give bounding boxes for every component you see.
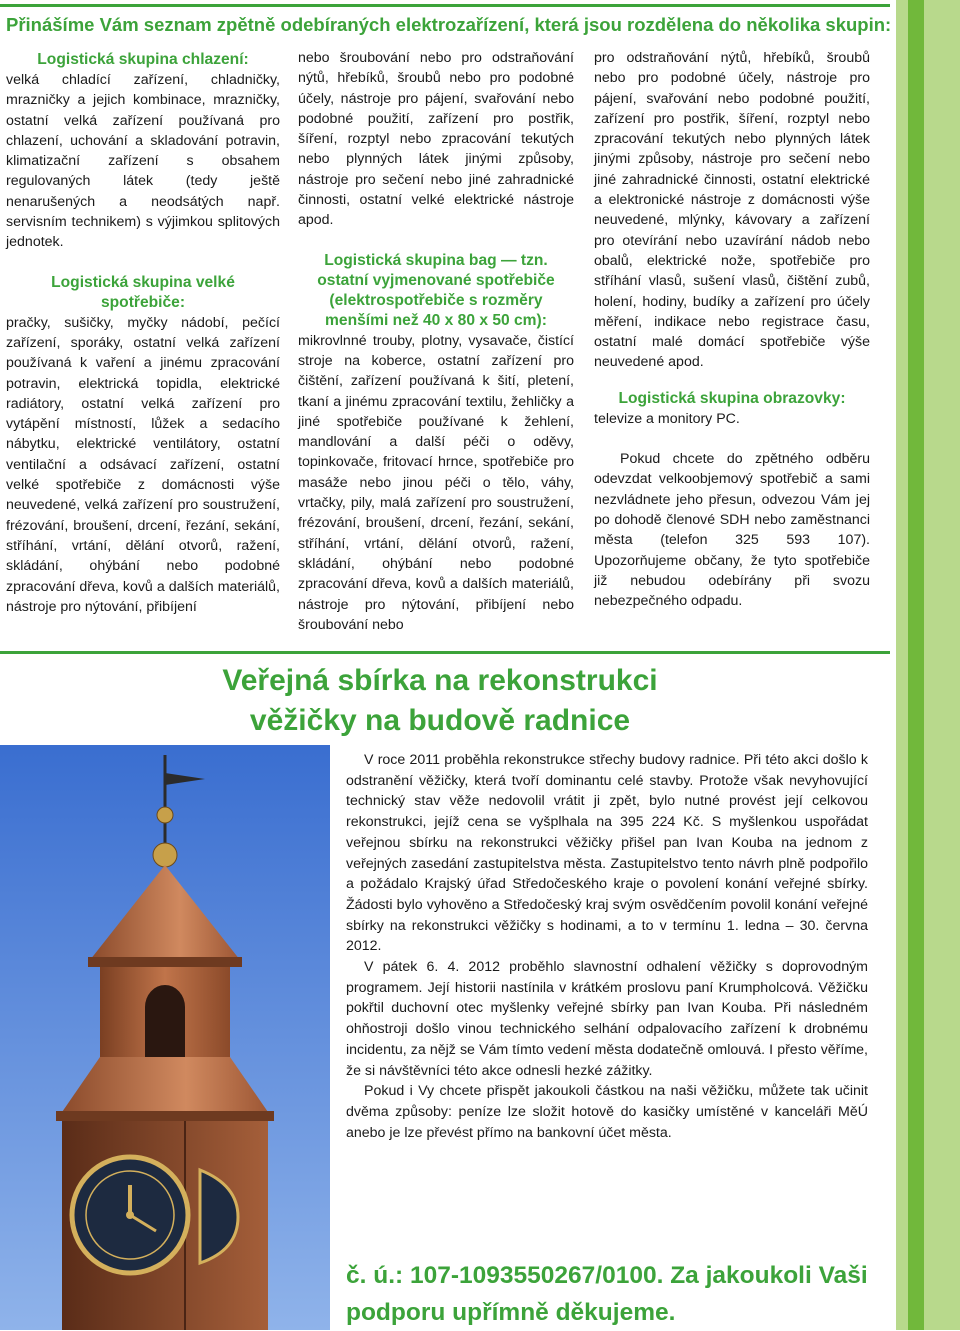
group-screens-text: televize a monitory PC.: [594, 410, 740, 427]
group-large-title-line1: Logistická skupina velké: [51, 273, 235, 291]
group-cooling-text: velká chladící zařízení, chladničky, mrazničky a jejich kombinace, mrazničky, ostatní velká zařízení používaná pro chlazení, uchování a skladování potravin, klimatizační zařízení s obsahem regulovaných látek (tedy ještě nenarušených a neodsátých např. servisním technikem) s výjimkou splitových jednotek.: [6, 72, 280, 251]
group-large-text-part1: pračky, sušičky, myčky nádobí, pečící zařízení, sporáky, ostatní velká zařízení používaná k vaření a jinému zpracování potravin, elektrická topidla, elektrické radiátory, ostatní velká zařízení pro vytápění místností, lůžek a sedacího nábytku, elektrické ventilátory, ostatní ventilační a odsávací zařízení, ostatní velké spotřebiče z domácnosti výše neuvedené, velká zařízení pro soustružení, frézování, broušení, drcení, řezání, sekání, stříhání, vrtání, dělání otvorů, ražení, skládání, ohýbání nebo podobné zpracování dřeva, kovů a dalších materiálů, nástroje pro nýtování, přibíjení: [6, 314, 280, 615]
lower-roof-cornice: [56, 1111, 274, 1121]
article-body: [346, 750, 868, 1143]
upper-roof-cornice: [88, 957, 242, 967]
column-1: [6, 50, 280, 617]
group-bag-title-line2: ostatní vyjmenované spotřebiče: [317, 271, 555, 289]
group-bag-title-line3: (elektrospotřebiče s rozměry: [329, 291, 543, 309]
tower-photo: [0, 745, 330, 1330]
group-cooling-title: Logistická skupina chlazení:: [37, 51, 249, 68]
group-large-title-line2: spotřebiče:: [100, 293, 186, 311]
group-bag-text-part2: pro odstraňování nýtů, hřebíků, šroubů nebo pro podobné účely, nástroje pro pájení, svařování nebo podobné použití, zařízení pro postřik, šíření, rozptyl nebo zpracování tekutých nebo plynných látek jinými způsoby, nástroje pro sečení nebo jiné zahradnické činnosti, ostatní elektrické a elektronické nástroje z domácnosti výše neuvedené, mlýnky, kávovary a zařízení pro otevírání nebo uzavírání nádob nebo obalů, elektrické nože, spotřebiče pro stříhání vlasů, sušení vlasů, čištění zubů, holení, hodiny, budíky a zařízení pro účely měření, indikace nebo registrace času, ostatní malé domácí spotřebiče výše neuvedené apod.: [594, 50, 870, 371]
page-heading: Přinášíme Vám seznam zpětně odebíraných elektrozařízení, která jsou rozdělena do několika skupin:: [6, 14, 892, 35]
column-2: [298, 48, 574, 635]
clock-center: [126, 1211, 134, 1219]
article-title-line1: Veřejná sbírka na rekonstrukci: [222, 664, 658, 697]
group-bag-title-line1: Logistická skupina bag — tzn.: [324, 251, 548, 269]
group-large-text-part2: nebo šroubování nebo pro odstraňování nýtů, hřebíků, šroubů nebo pro podobné účely, nástroje pro pájení, svařování nebo podobné použití, zařízení pro postřik, šíření, rozptyl nebo zpracování tekutých nebo plynných látek jinými způsoby, nástroje pro sečení nebo jiné zahradnické činnosti, ostatní velké elektrické nástroje apod.: [298, 50, 574, 229]
article-paragraph: V roce 2011 proběhla rekonstrukce střechy budovy radnice. Při této akci došlo k odstranění věžičky, která tvoří dominantu celé stavby. Protože však nevyhovující technický stav věže nedovolil vrátit ji zpět, bylo nutné provést její celkovou rekonstrukci, jejíž cena se vyšplhala na 395 224 Kč. S myšlenkou uspořádat veřejnou sbírku na rekonstrukci věžičky přišel pan Ivan Kouba na jednom z veřejných zasedání zastupitelstva města. Zastupitelstvo tento návrh plně podpořilo a požádalo Krajský úřad Středočeského kraje o povolení konání veřejné sbírky. Žádosti bylo vyhověno a Středočeský kraj svým osvědčením povolil konání veřejné sbírky na rekonstrukci věžičky s hodinami, a to v termínu 1. ledna – 30. června 2012.: [346, 752, 868, 955]
group-large-title: [6, 273, 280, 313]
weathervane-ball-small: [153, 843, 177, 867]
article-paragraph: Pokud i Vy chcete přispět jakoukoli částkou na naši věžičku, můžete tak učinit dvěma způsoby: peníze lze složit hotově do kasičky umístěné v kanceláři MěÚ anebo je lze převést přímo na bankovní účet města.: [346, 1083, 868, 1141]
group-bag-title: [298, 251, 574, 331]
group-bag-title-line4: menšími než 40 x 80 x 50 cm):: [325, 311, 547, 329]
lantern-window: [145, 985, 185, 1057]
decorative-stripe-dark: [908, 0, 924, 1330]
collection-note: Pokud chcete do zpětného odběru odevzdat velkoobjemový spotřebič a sami nezvládnete jeho přesun, odvezou Vám jej po dohodě členové SDH nebo zaměstnanci města (telefon 325 593 107). Upozorňujeme občany, že tyto spotřebiče již nebudou odebírány při svozu nebezpečného odpadu.: [594, 451, 870, 610]
column-3: [594, 48, 870, 611]
bank-account-line: č. ú.: 107-1093550267/0100. Za jakoukoli Vaši podporu upřímně děkujeme.: [346, 1262, 868, 1326]
article-title: [160, 661, 720, 741]
group-bag-text-part1: mikrovlnné trouby, plotny, vysavače, čistící stroje na koberce, ostatní zařízení pro čištění, zařízení používaná k šití, pletení, tkaní a jinému zpracování textilu, žehličky a jiné spotřebiče používané k žehlení, mandlování a další péči o oděvy, topinkovače, fritovací hrnce, spotřebiče pro masáže nebo jinou péči o tělo, váhy, vrtačky, pily, malá zařízení pro soustružení, frézování, broušení, drcení, řezání, sekání, stříhání, vrtání, dělání otvorů, ražení, skládání, ohýbání nebo podobné zpracování dřeva, kovů a dalších materiálů, nástroje pro nýtování, přibíjení nebo šroubování nebo: [298, 332, 574, 633]
section-rule: [0, 651, 890, 654]
weathervane-ball: [157, 807, 173, 823]
decorative-stripe-light: [896, 0, 960, 1330]
top-rule: [0, 4, 890, 7]
article-title-line2: věžičky na budově radnice: [249, 704, 631, 737]
group-screens-title: Logistická skupina obrazovky:: [618, 389, 846, 407]
article-paragraph: V pátek 6. 4. 2012 proběhlo slavnostní odhalení věžičky s doprovodným programem. Její historii nastínila v krátkém proslovu paní Krumpholcová. Věžičku pokřtil duchovní otec myšlenky veřejné sbírky pan Ivan Kouba. Při následném ohňostroji došlo vinou technického selhání odpalovacího zařízení k drobnému incidentu, za nějž se Vám tímto vedení města dodatečně omlouvá. I přesto věříme, že si návštěvníci této akce odnesli hezké zážitky.: [346, 959, 868, 1079]
